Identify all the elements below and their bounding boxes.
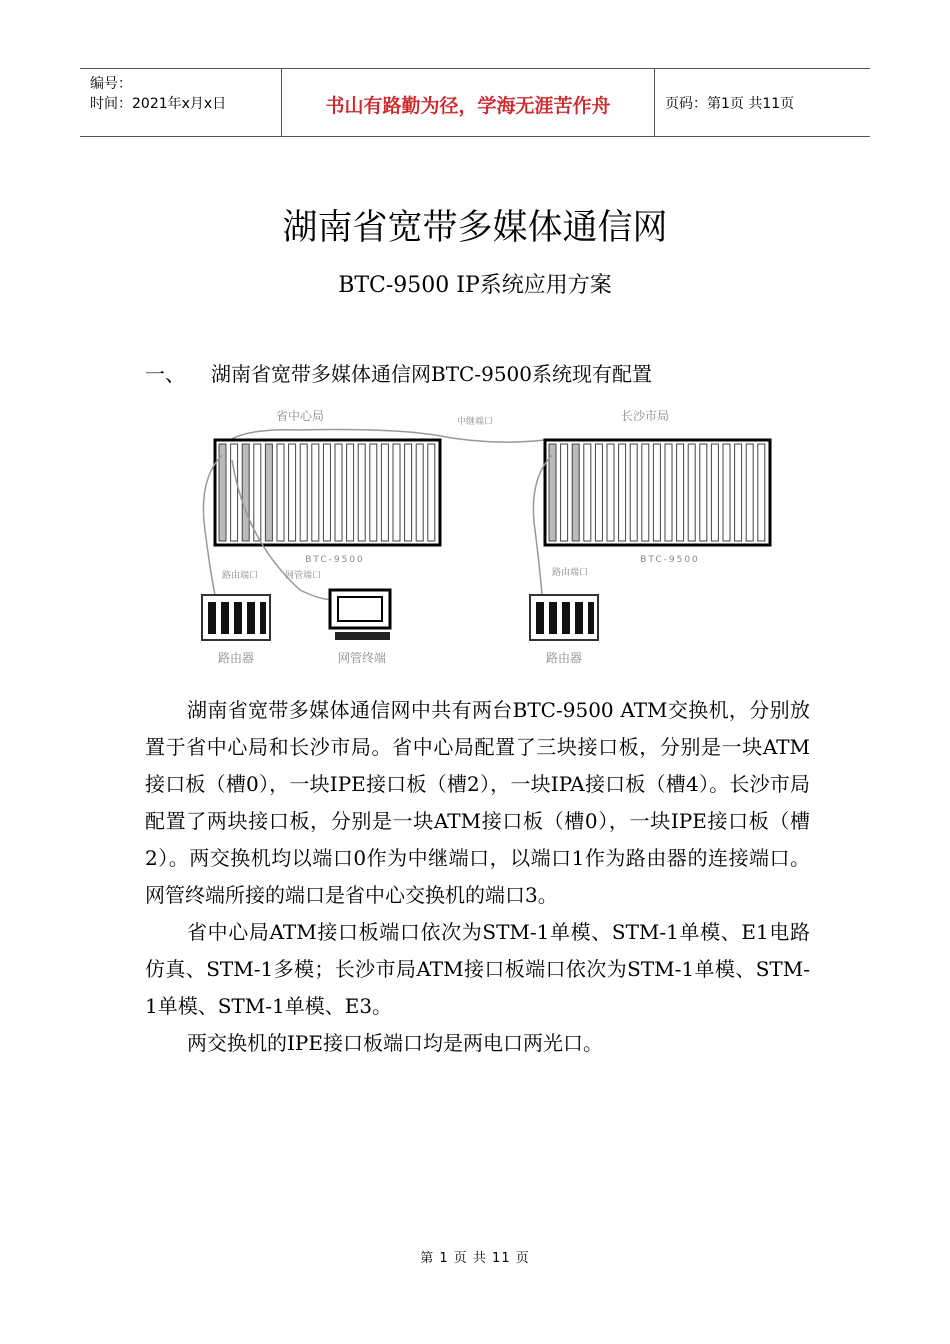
document-title: 湖南省宽带多媒体通信网 — [282, 208, 668, 248]
chassis-slot — [595, 444, 602, 541]
right-switch — [545, 440, 770, 545]
chassis-slot — [219, 444, 226, 541]
chassis-slot — [723, 444, 730, 541]
header-middle-cell — [282, 69, 655, 136]
chassis-slot — [677, 444, 684, 541]
chassis-slot — [242, 444, 249, 541]
header-left-cell — [80, 69, 282, 136]
chassis-slot — [358, 444, 365, 541]
nms-terminal — [330, 590, 390, 640]
chassis-slot — [312, 444, 319, 541]
nms-label: 网管终端 — [337, 651, 387, 665]
right-site-label: 长沙市局 — [620, 409, 670, 423]
chassis-slot — [700, 444, 707, 541]
chassis-slot — [277, 444, 284, 541]
paragraph-1: 湖南省宽带多媒体通信网中共有两台BTC-9500 ATM交换机，分别放置于省中心局和长沙市局。省中心局配置了三块接口板，分别是一块ATM接口板（槽0），一块IPE接口板（槽2），一块IPA接口板（槽4）。长沙市局配置了两块接口板，分别是一块ATM接口板（槽0），一块IPE接口板（槽2）。两交换机均以端口0作为中继端口，以端口1作为路由器的连接端口。网管终端所接的端口是省中心交换机的端口3。 — [145, 698, 810, 907]
section-number: 一、 — [145, 362, 185, 386]
chassis-slot — [300, 444, 307, 541]
right-router-label: 路由器 — [545, 651, 583, 665]
chassis-slot — [653, 444, 660, 541]
chassis-slot — [393, 444, 400, 541]
left-router-label: 路由器 — [217, 651, 255, 665]
chassis-slot — [572, 444, 579, 541]
left-site-label: 省中心局 — [275, 409, 325, 423]
chassis-slot — [561, 444, 568, 541]
chassis-slot — [584, 444, 591, 541]
chassis-slot — [265, 444, 272, 541]
right-switch-label: BTC-9500 — [640, 555, 700, 565]
chassis-slot — [323, 444, 330, 541]
chassis-slot — [607, 444, 614, 541]
section-title: 湖南省宽带多媒体通信网BTC-9500系统现有配置 — [211, 362, 652, 386]
paragraph-2: 省中心局ATM接口板端口依次为STM-1单模、STM-1单模、E1电路仿真、STM-1多模；长沙市局ATM接口板端口依次为STM-1单模、STM-1单模、STM-1单模、E3。 — [145, 920, 810, 1018]
page-footer: 第 1 页 共 11 页 — [420, 1251, 530, 1266]
page-info: 页码：第1页 共11页 — [665, 96, 795, 112]
motto-text: 书山有路勤为径，学海无涯苦作舟 — [325, 95, 611, 117]
chassis-slot — [758, 444, 765, 541]
chassis-slot — [370, 444, 377, 541]
chassis-slot — [619, 444, 626, 541]
number-label: 编号： — [90, 76, 132, 92]
chassis-slot — [665, 444, 672, 541]
chassis-slot — [642, 444, 649, 541]
paragraph-3: 两交换机的IPE接口板端口均是两电口两光口。 — [187, 1031, 603, 1055]
header-right-cell — [655, 69, 870, 136]
section-heading — [145, 358, 652, 387]
chassis-slot — [335, 444, 342, 541]
time-label: 时间：2021年x月x日 — [90, 96, 227, 112]
body-paragraphs — [145, 692, 810, 1062]
chassis-slot — [416, 444, 423, 541]
chassis-slot — [735, 444, 742, 541]
chassis-slot — [254, 444, 261, 541]
left-router-link-label: 路由端口 — [222, 571, 259, 581]
left-router — [202, 595, 270, 640]
left-switch — [215, 440, 440, 545]
document-subtitle: BTC-9500 IP系统应用方案 — [338, 273, 612, 298]
network-diagram — [190, 400, 790, 670]
chassis-slot — [231, 444, 238, 541]
chassis-slot — [381, 444, 388, 541]
chassis-slot — [289, 444, 296, 541]
right-router — [530, 595, 598, 640]
chassis-slot — [630, 444, 637, 541]
chassis-slot — [549, 444, 556, 541]
nms-link-label: 网管端口 — [285, 571, 322, 581]
chassis-slot — [405, 444, 412, 541]
chassis-slot — [711, 444, 718, 541]
chassis-slot — [428, 444, 435, 541]
left-switch-label: BTC-9500 — [305, 555, 365, 565]
chassis-slot — [746, 444, 753, 541]
header-table — [80, 68, 870, 137]
chassis-slot — [688, 444, 695, 541]
trunk-link-label: 中继端口 — [456, 417, 494, 427]
chassis-slot — [347, 444, 354, 541]
right-router-link-label: 路由端口 — [552, 568, 589, 578]
